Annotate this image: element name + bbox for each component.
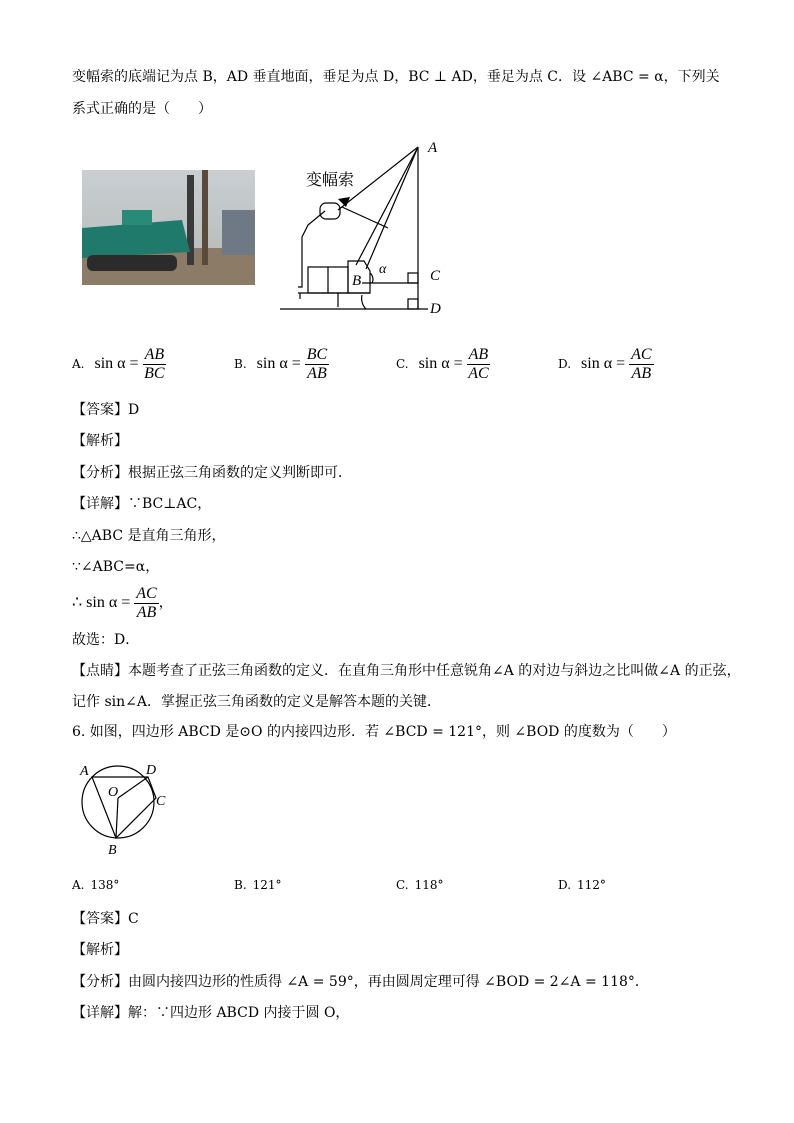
angle-alpha: α — [379, 262, 387, 277]
option-label: B. — [234, 357, 247, 371]
point-b: B — [352, 273, 362, 289]
option-lhs: sin α = — [418, 355, 463, 372]
q5-option-c[interactable] — [396, 343, 490, 385]
q5-diagram — [280, 135, 450, 325]
q6-point-d: D — [146, 763, 157, 778]
option-lhs: sin α = — [94, 355, 139, 372]
q5-answer: 【答案】D — [72, 402, 140, 418]
q6-circle-diagram — [72, 758, 182, 858]
q6-stem: 6. 如图，四边形 ABCD 是⊙O 的内接四边形．若 ∠BCD = 121°，则 ∠BOD 的度数为（ ） — [72, 724, 676, 740]
q5-option-a[interactable] — [72, 343, 166, 385]
option-fraction: $\frac{AC}{AB}$ — [631, 345, 652, 382]
point-d: D — [430, 301, 441, 317]
q6-fenxi: 【分析】由圆内接四边形的性质得 ∠A = 59°，再由圆周定理可得 ∠BOD = 2∠A = 118°． — [72, 974, 649, 990]
q6-option-b[interactable]: B. 121° — [234, 878, 282, 892]
q5-detail-2: ∴△ABC 是直角三角形， — [72, 528, 226, 544]
option-lhs: sin α = — [581, 355, 626, 372]
q6-analysis-tag: 【解析】 — [72, 942, 128, 958]
crane-photo — [82, 170, 255, 285]
q5-option-d[interactable] — [558, 343, 654, 385]
option-label: D. — [558, 357, 572, 371]
q5-stem-line1: 变幅索的底端记为点 B，AD 垂直地面，垂足为点 D，BC ⊥ AD，垂足为点 C．设 ∠ABC = α，下列关 — [72, 69, 720, 85]
q6-point-o: O — [108, 785, 119, 800]
q6-option-c[interactable]: C. 118° — [396, 878, 444, 892]
q5-analysis-tag: 【解析】 — [72, 433, 128, 449]
q5-comment-2: 记作 sin∠A．掌握正弦三角函数的定义是解答本题的关键． — [72, 694, 441, 710]
q5-option-b[interactable] — [234, 343, 329, 385]
option-fraction: $\frac{BC}{AB}$ — [306, 345, 328, 382]
q6-option-d[interactable]: D. 112° — [558, 878, 606, 892]
option-label: C. — [396, 357, 409, 371]
q6-answer: 【答案】C — [72, 911, 139, 927]
q6-point-a: A — [80, 764, 89, 779]
q5-stem-line2: 系式正确的是（ ） — [72, 101, 212, 117]
q6-detail-1: 【详解】解：∵四边形 ABCD 内接于圆 O， — [72, 1005, 350, 1021]
point-a: A — [428, 140, 438, 156]
q5-detail-5: 故选：D． — [72, 632, 140, 648]
q5-detail-4: ∴ sin α = $\frac{AC}{AB}$ ， — [72, 584, 173, 621]
option-lhs: sin α = — [256, 355, 301, 372]
option-label: A. — [72, 357, 85, 371]
q6-point-c: C — [156, 794, 166, 809]
option-fraction: $\frac{AB}{AC}$ — [468, 345, 489, 382]
q5-detail-1: 【详解】∵BC⊥AC， — [72, 496, 212, 512]
q5-detail-3: ∵∠ABC=α， — [72, 559, 160, 575]
q5-fenxi: 【分析】根据正弦三角函数的定义判断即可． — [72, 465, 352, 481]
point-c: C — [430, 268, 441, 284]
q6-option-a[interactable]: A. 138° — [72, 878, 120, 892]
option-fraction: $\frac{AB}{BC}$ — [144, 345, 165, 382]
cable-label: 变幅索 — [306, 172, 355, 189]
q6-point-b: B — [108, 843, 117, 858]
q5-comment-1: 【点睛】本题考查了正弦三角函数的定义．在直角三角形中任意锐角∠A 的对边与斜边之比叫做∠A 的正弦， — [72, 663, 741, 679]
